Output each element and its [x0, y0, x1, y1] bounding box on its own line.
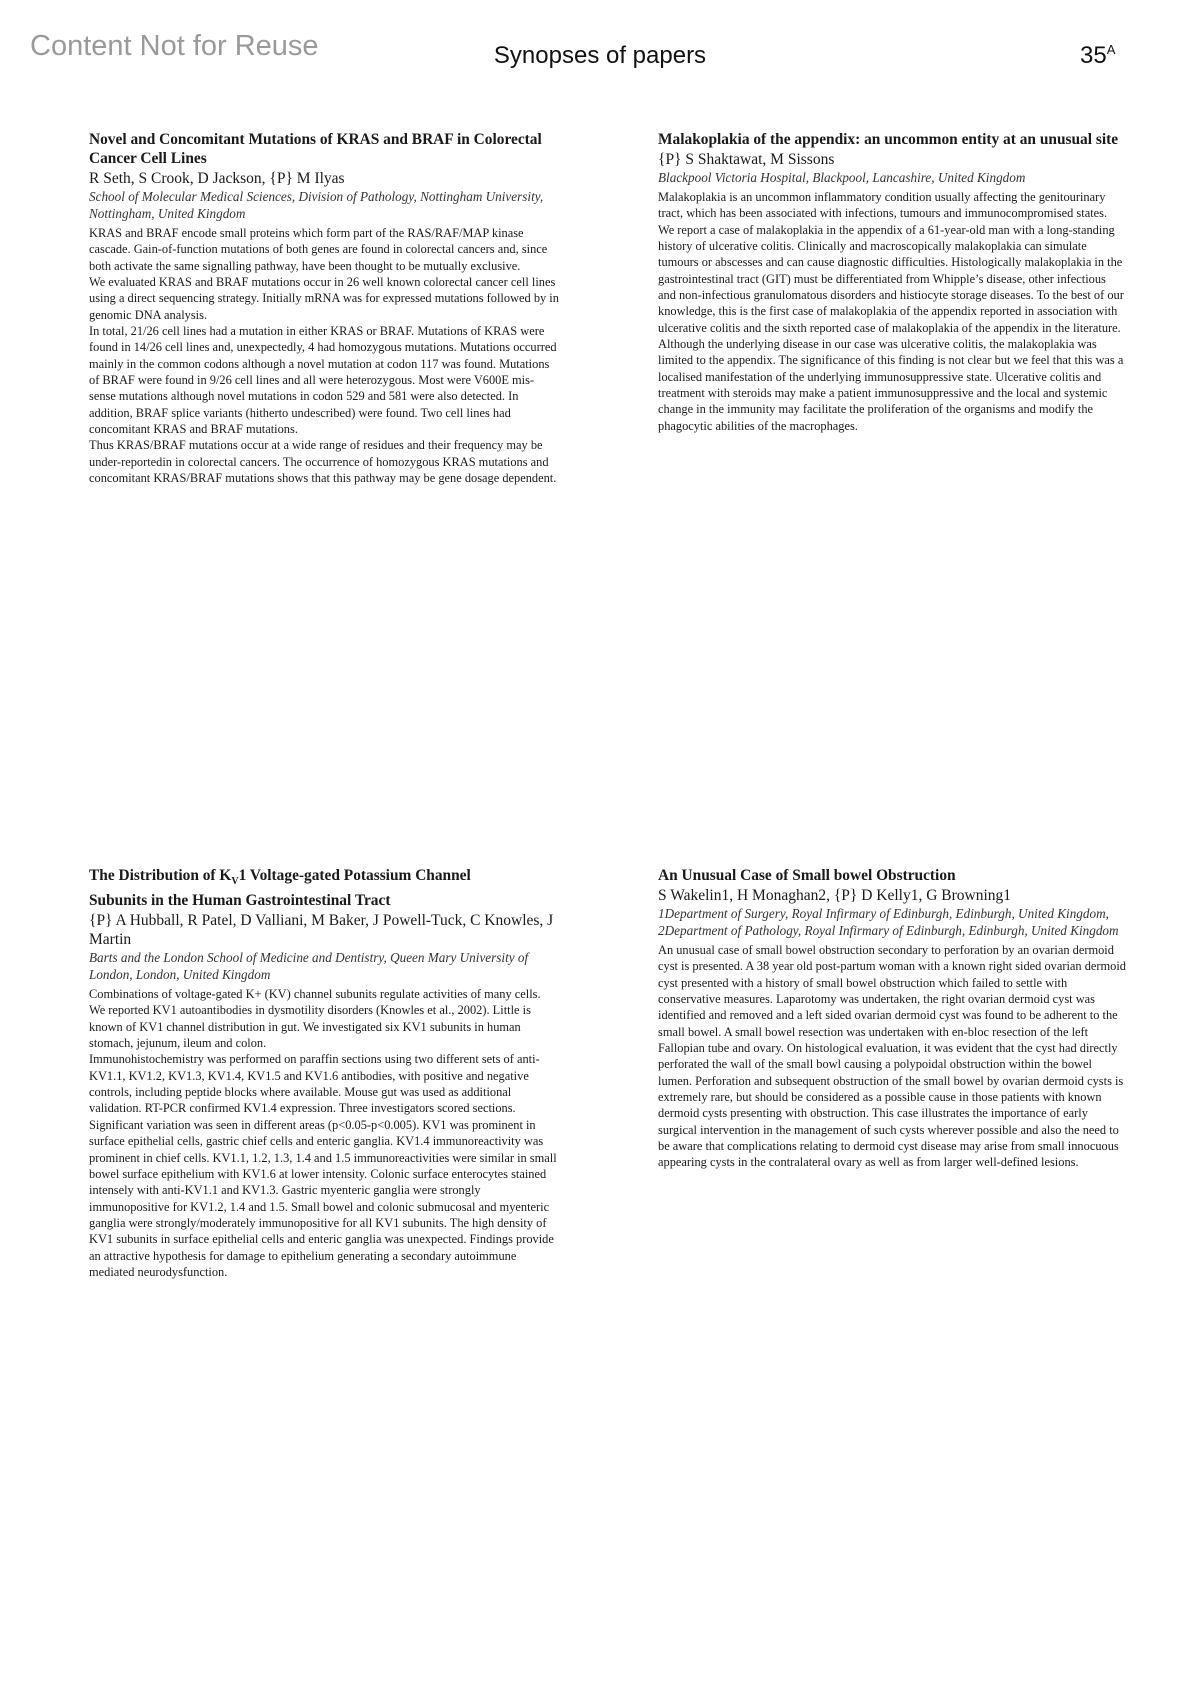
- abstract-paragraph: Thus KRAS/BRAF mutations occur at a wide range of residues and their frequency may be under-reportedin in colorectal cancers. The occurrence of homozygous KRAS mutations and concomitant KRAS/BRAF mutations shows that this pathway may be gene dosage dependent.: [89, 438, 557, 486]
- abstract-title: An Unusual Case of Small bowel Obstruction: [658, 867, 956, 884]
- abstract-body: [658, 942, 1126, 1171]
- page-suffix: A: [1106, 42, 1116, 57]
- abstract-malakoplakia: [658, 130, 1126, 434]
- abstract-title: Novel and Concomitant Mutations of KRAS and BRAF in Colorectal Cancer Cell Lines: [89, 131, 542, 167]
- abstract-body: [658, 189, 1126, 434]
- watermark: Content Not for Reuse: [30, 30, 319, 62]
- abstract-authors: {P} A Hubball, R Patel, D Valliani, M Baker, J Powell-Tuck, C Knowles, J Martin: [89, 912, 554, 949]
- abstract-paragraph: We evaluated KRAS and BRAF mutations occur in 26 well known colorectal cancer cell lines using a direct sequencing strategy. Initially mRNA was for expressed mutations followed by in genomic DNA analysis.: [89, 275, 559, 322]
- abstract-kv1-distribution: [89, 866, 559, 1280]
- abstract-authors: S Wakelin1, H Monaghan2, {P} D Kelly1, G Browning1: [658, 887, 1012, 904]
- abstract-paragraph: KRAS and BRAF encode small proteins which form part of the RAS/RAF/MAP kinase cascade. Gain-of-function mutations of both genes are found in colorectal cancers and, since both activate the same signalling pathway, have been thought to be mutually exclusive.: [89, 226, 548, 273]
- abstract-affiliation: School of Molecular Medical Sciences, Division of Pathology, Nottingham University, Nottingham, United Kingdom: [89, 189, 544, 221]
- abstract-authors: {P} S Shaktawat, M Sissons: [658, 151, 835, 168]
- abstract-small-bowel-obstruction: [658, 866, 1126, 1171]
- abstract-paragraph: Malakoplakia is an uncommon inflammatory condition usually affecting the genitourinary tract, which has been associated with infections, tumours and immunocompromised states. We report a case of malakoplakia in the appendix of a 61-year-old man with a long-standing history of ulcerative colitis. Clinically and macroscopically malakoplakia can simulate tumours or abscesses and can cause diagnostic difficulties. Histologically malakoplakia in the gastrointestinal tract (GIT) must be differentiated from Whipple’s disease, other infectious and non-infectious granulomatous disorders and histiocyte storage diseases. To the best of our knowledge, this is the first case of malakoplakia of the appendix reported in association with ulcerative colitis and the sixth reported case of malakoplakia of the appendix in the literature. Although the underlying disease in our case was ulcerative colitis, the malakoplakia was limited to the appendix. The significance of this finding is not clear but we feel that this was a localised manifestation of the underlying immunosuppressive state. Ulcerative colitis and treatment with steroids may make a patient immunosuppressive and the local and systemic change in the immunity may facilitate the proliferation of the organisms and modify the phagocytic abilities of the macrophages.: [658, 190, 1124, 433]
- abstract-body: [89, 986, 559, 1280]
- abstract-body: [89, 225, 559, 487]
- abstract-authors: R Seth, S Crook, D Jackson, {P} M Ilyas: [89, 170, 345, 187]
- abstract-paragraph: In total, 21/26 cell lines had a mutation in either KRAS or BRAF. Mutations of KRAS were found in 14/26 cell lines and, unexpectedly, 4 had homozygous mutations. Mutations occurred mainly in the common codons although a novel mutation at codon 117 was found. Mutations of BRAF were found in 9/26 cell lines and all were heterozygous. Most were V600E mis-sense mutations although novel mutations in codon 529 and 581 were also detected. In addition, BRAF splice variants (hitherto undescribed) were found. Two cell lines had concomitant KRAS and BRAF mutations.: [89, 324, 557, 437]
- abstract-kras-braf: [89, 130, 559, 487]
- abstract-affiliation: Barts and the London School of Medicine and Dentistry, Queen Mary University of London, London, United Kingdom: [89, 950, 529, 983]
- abstract-affiliation: 1Department of Surgery, Royal Infirmary of Edinburgh, Edinburgh, United Kingdom, 2Department of Pathology, Royal Infirmary of Edinburgh, Edinburgh, United Kingdom: [658, 906, 1119, 938]
- abstract-title: [89, 866, 559, 910]
- abstract-title: Malakoplakia of the appendix: an uncommon entity at an unusual site: [658, 131, 1119, 148]
- title-part: The Distribution of K: [89, 867, 232, 884]
- abstract-paragraph: Significant variation was seen in different areas (p<0.05-p<0.005). KV1 was prominent in surface epithelial cells, gastric chief cells and enteric ganglia. KV1.4 immunoreactivity was prominent in chief cells. KV1.1, 1.2, 1.3, 1.4 and 1.5 immunoreactivities were similar in small bowel surface epithelium with KV1.6 at lower intensity. Colonic surface enterocytes stained intensely with anti-KV1.1 and KV1.3. Gastric myenteric ganglia were strongly immunopositive for KV1.2, 1.4 and 1.5. Small bowel and colonic submucosal and myenteric ganglia were strongly/moderately immunopositive for all KV1 subunits. The high density of KV1 subunits in surface epithelial cells and enteric ganglia was unexpected. Findings provide an attractive hypothesis for damage to epithelium generating a secondary autoimmune mediated neurodysfunction.: [89, 1117, 557, 1279]
- title-subscript: V: [231, 876, 239, 888]
- running-title: Synopses of papers: [493, 42, 707, 69]
- abstract-paragraph: Immunohistochemistry was performed on paraffin sections using two different sets of anti-KV1.1, KV1.2, KV1.3, KV1.4, KV1.5 and KV1.6 antibodies, with positive and negative controls, including peptide blocks where available. Mouse gut was used as additional validation. RT-PCR confirmed KV1.4 expression. Three investigators scored sections.: [89, 1052, 540, 1116]
- abstract-paragraph: An unusual case of small bowel obstruction secondary to perforation by an ovarian dermoid cyst is presented. A 38 year old post-partum woman with a known right sided ovarian dermoid cyst presented with a history of small bowel obstruction which failed to settle with conservative measures. Laparotomy was undertaken, the right ovarian dermoid cyst was identified and removed and a left sided ovarian dermoid cyst was found to be adherent to the small bowel. A small bowel resection was undertaken with en-bloc resection of the left Fallopian tube and ovary. On histological evaluation, it was evident that the cyst had directly perforated the wall of the small bowl causing a polypoidal obstruction within the bowel lumen. Perforation and subsequent obstruction of the small bowel by ovarian dermoid cysts is extremely rare, but should be considered as a possible cause in those patients with known dermoid cysts presenting with obstruction. This case illustrates the importance of early surgical intervention in the management of such cysts wherever possible and also the need to be aware that complications relating to dermoid cyst disease may arise from small innocuous appearing cysts in the contralateral ovary as well as from larger well-defined lesions.: [658, 943, 1126, 1170]
- title-part: Subunits in the Human Gastrointestinal Tract: [89, 892, 391, 910]
- abstract-affiliation: Blackpool Victoria Hospital, Blackpool, Lancashire, United Kingdom: [658, 170, 1026, 185]
- title-part: 1 Voltage-gated Potassium Channel: [238, 867, 471, 884]
- abstract-paragraph: Combinations of voltage-gated K+ (KV) channel subunits regulate activities of many cells. We reported KV1 autoantibodies in dysmotility disorders (Knowles et al., 2002). Little is known of KV1 channel distribution in gut. We investigated six KV1 subunits in human stomach, jejunum, ileum and colon.: [89, 987, 541, 1051]
- page-number: $35^A$: [1080, 42, 1116, 69]
